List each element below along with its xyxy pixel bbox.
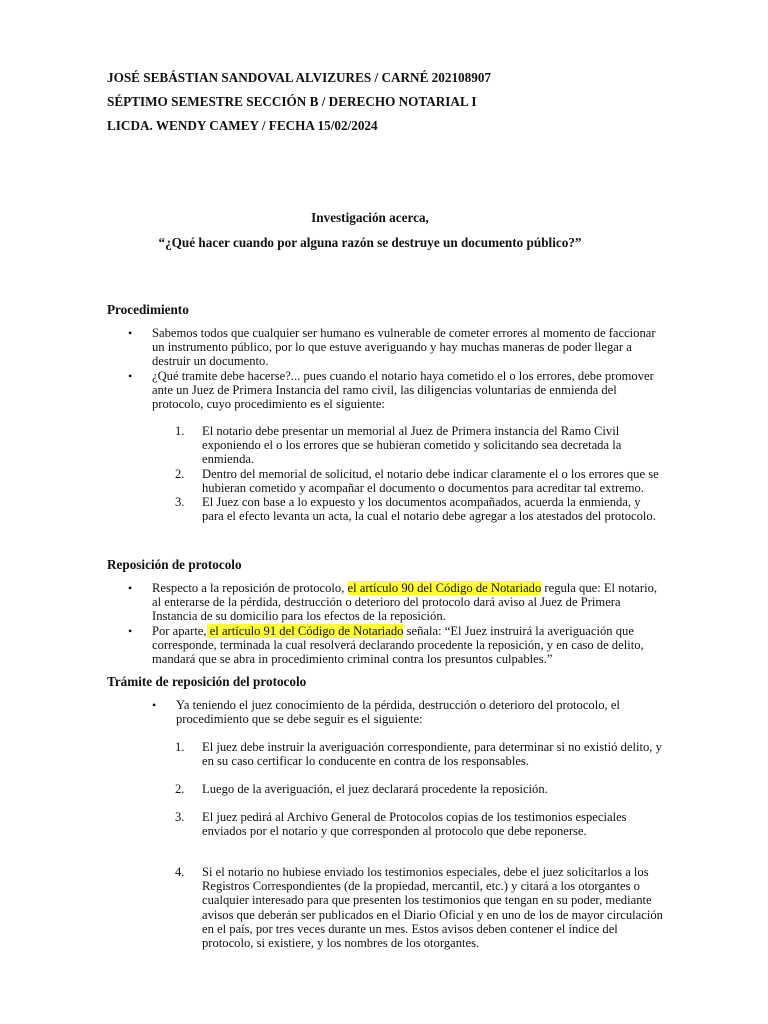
reposicion-bullets [107, 581, 667, 666]
heading-reposicion: Reposición de protocolo [107, 557, 242, 572]
heading-tramite: Trámite de reposición del protocolo [107, 674, 307, 689]
course-line: SÉPTIMO SEMESTRE SECCIÓN B / DERECHO NOTARIAL I [107, 94, 477, 109]
list-item: 2. Dentro del memorial de solicitud, el notario debe indicar claramente el o los errores que se hubieran cometido y acompañar el documento o documentos para acreditar tal extremo. [175, 466, 659, 495]
list-item: 4. Si el notario no hubiese enviado los testimonios especiales, debe el juez solicitarlos a los Registros Correspondientes (de la propiedad, mercantil, etc.) y citará a los otorgantes o cualquier interesado para que presenten los testimonios que tengan en su poder, mediante avisos que deberán ser publicados en el Diario Oficial y en uno de los de mayor circulación en el país, por tres veces durante un mes. Estos avisos deben contener el índice del protocolo, si existiere, y los nombres de los otorgantes. [175, 865, 663, 951]
list-item: • Ya teniendo el juez conocimiento de la pérdida, destrucción o deterioro del protocolo, el procedimiento que se debe seguir es el siguiente: [131, 698, 665, 726]
tramite-step-1 [175, 740, 665, 768]
procedimiento-steps [175, 424, 665, 523]
tramite-step-4 [175, 865, 665, 950]
tramite-step-2 [175, 782, 665, 796]
list-item: 3. El juez pedirá al Archivo General de Protocolos copias de los testimonios especiales enviados por el notario y que corresponden al protocolo que debe reponerse. [175, 810, 627, 839]
list-item: 3. El Juez con base a lo expuesto y los documentos acompañados, acuerda la enmienda, y para el efecto levanta un acta, la cual el notario debe agregar a los atestados del protocolo. [175, 495, 656, 524]
list-item: 2. Luego de la averiguación, el juez declarará procedente la reposición. [175, 782, 548, 796]
instructor-date-line: LICDA. WENDY CAMEY / FECHA 15/02/2024 [107, 118, 378, 133]
tramite-step-3 [175, 810, 665, 838]
author-line: JOSÉ SEBÁSTIAN SANDOVAL ALVIZURES / CARNÉ 202108907 [107, 70, 492, 85]
heading-procedimiento: Procedimiento [107, 302, 189, 317]
title-line-2: “¿Qué hacer cuando por alguna razón se destruye un documento público?” [158, 235, 582, 250]
list-item: • Respecto a la reposición de protocolo, el artículo 90 del Código de Notariado regula que: El notario, al enterarse de la pérdida, destrucción o deterioro del protocolo dará aviso al Juez de Primera Instancia de su domicilio para los efectos de la reposición. [107, 581, 667, 624]
highlight-article-91: el artículo 91 del Código de Notariado [206, 623, 404, 638]
list-item: 1. El juez debe instruir la averiguación correspondiente, para determinar si no existió delito, y en su caso certificar lo conducente en contra de los responsables. [175, 740, 662, 769]
procedimiento-bullets [107, 326, 667, 411]
list-item: • ¿Qué tramite debe hacerse?... pues cuando el notario haya cometido el o los errores, debe promover ante un Juez de Primera Instancia del ramo civil, las diligencias voluntarias de enmienda del protocolo, cuyo procedimiento es el siguiente: [107, 369, 667, 412]
list-item: • Por aparte, el artículo 91 del Código de Notariado señala: “El Juez instruirá la averiguación que corresponde, terminada la cual resolverá declarando procedente la reposición, y en caso de delito, mandará que se abra in procedimiento criminal contra los presuntos culpables.” [107, 624, 667, 667]
tramite-intro [153, 698, 665, 726]
list-item: • Sabemos todos que cualquier ser humano es vulnerable de cometer errores al momento de faccionar un instrumento público, por lo que estuve averiguando y hay muchas maneras de poder llegar a destruir un documento. [107, 326, 667, 369]
list-item: 1. El notario debe presentar un memorial al Juez de Primera instancia del Ramo Civil exponiendo el o los errores que se hubieran cometido y solicitando sea decretada la enmienda. [175, 424, 622, 467]
title-line-1: Investigación acerca, [311, 210, 429, 225]
highlight-article-90: el artículo 90 del Código de Notariado [347, 581, 542, 595]
